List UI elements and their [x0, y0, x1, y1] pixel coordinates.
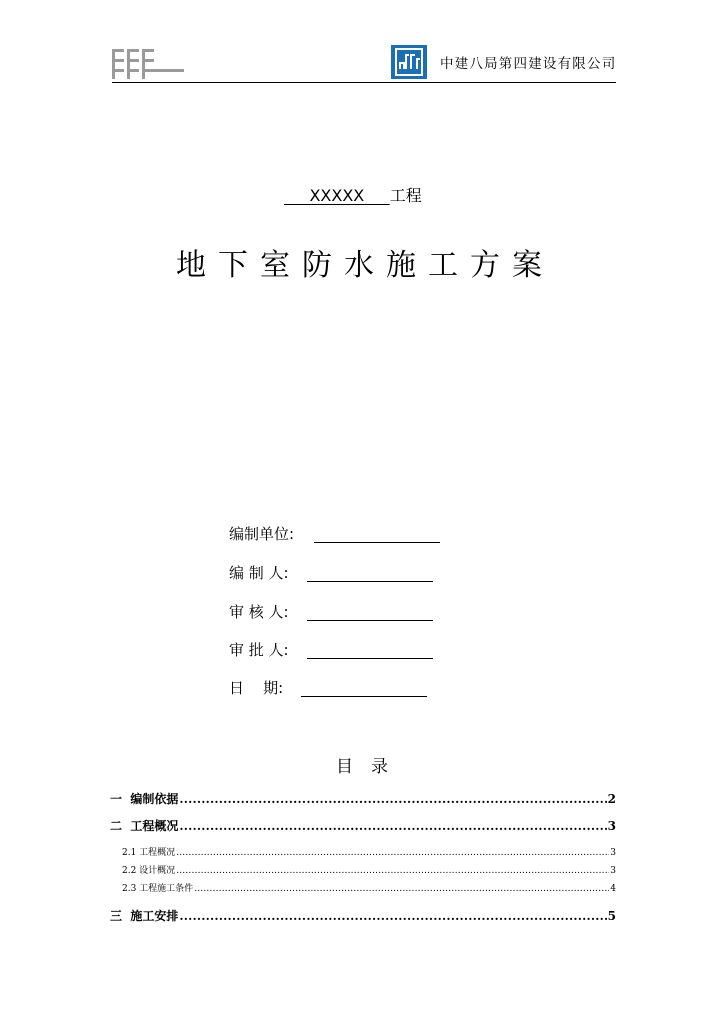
project-name-underlined — [284, 186, 390, 205]
toc-entry[interactable] — [110, 790, 616, 807]
field-reviewed-by — [229, 601, 289, 622]
toc-entry-text: 2.1 工程概况 — [122, 848, 176, 858]
field-label: 日 期: — [229, 679, 284, 697]
field-label: 审 核 人: — [229, 603, 289, 621]
header-rule — [112, 82, 616, 83]
field-blank-line[interactable] — [314, 542, 440, 543]
toc-entry-page: 4 — [610, 884, 616, 894]
toc-entry-text: 一 编制依据 — [110, 792, 179, 806]
field-label: 编制单位: — [229, 525, 295, 543]
field-date — [229, 677, 283, 698]
toc-entry[interactable] — [122, 881, 616, 894]
toc-leader — [194, 884, 609, 894]
toc-entry-text: 二 工程概况 — [110, 819, 179, 833]
toc-entry-page: 3 — [610, 866, 616, 876]
document-title: 地下室防水施工方案 — [176, 248, 554, 283]
field-blank-line[interactable] — [307, 620, 433, 621]
toc-entry-page: 5 — [607, 909, 616, 923]
field-approved-by — [229, 639, 289, 660]
toc-entry-page: 3 — [610, 848, 616, 858]
toc-entry-text: 2.3 工程施工条件 — [122, 884, 194, 894]
field-prepared-unit — [229, 523, 294, 544]
cscec-logo — [391, 45, 427, 79]
toc-leader — [176, 866, 609, 876]
toc-entry-page: 3 — [607, 819, 616, 833]
toc-entry[interactable] — [110, 817, 616, 834]
toc-entry[interactable] — [110, 907, 616, 924]
project-suffix: 工程 — [389, 186, 422, 205]
toc-entry-text: 三 施工安排 — [110, 909, 179, 923]
toc-title: 目录 — [336, 757, 406, 777]
toc-entry-text: 2.2 设计概况 — [122, 866, 176, 876]
field-label: 审 批 人: — [229, 641, 289, 659]
company-name: 中建八局第四建设有限公司 — [440, 56, 617, 72]
field-label: 编 制 人: — [229, 564, 289, 582]
toc-leader — [179, 909, 606, 923]
project-line — [284, 183, 422, 206]
field-prepared-by — [229, 562, 289, 583]
toc-leader — [179, 819, 606, 833]
toc-leader — [179, 792, 606, 806]
field-blank-line[interactable] — [307, 581, 433, 582]
company-logo-left — [112, 47, 188, 83]
project-name: XXXXX — [309, 186, 365, 205]
toc-entry-page: 2 — [607, 792, 616, 806]
toc-entry[interactable] — [122, 863, 616, 876]
toc-entry[interactable] — [122, 845, 616, 858]
field-blank-line[interactable] — [301, 696, 427, 697]
field-blank-line[interactable] — [307, 658, 433, 659]
toc-leader — [176, 848, 609, 858]
